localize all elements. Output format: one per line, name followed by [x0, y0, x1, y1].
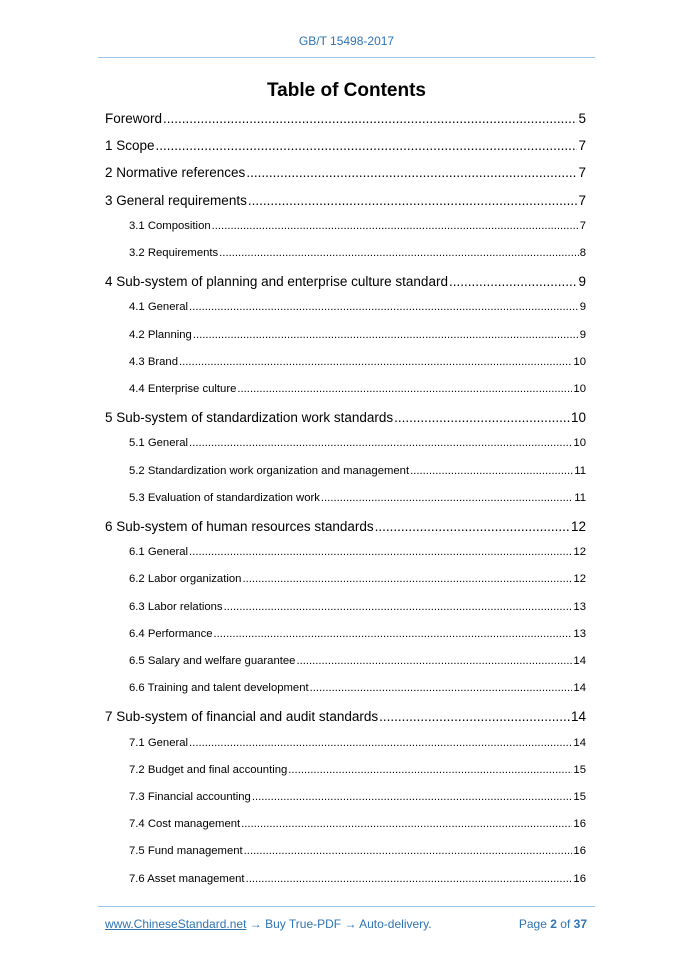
- toc-entry-page: 9: [579, 328, 586, 341]
- toc-entry-label: 5.1 General: [129, 437, 189, 450]
- toc-entry[interactable]: [105, 274, 586, 289]
- toc-entry-label: 6.2 Labor organization: [129, 573, 242, 586]
- toc-entry[interactable]: [129, 220, 586, 232]
- toc-dot-leader: [449, 274, 578, 289]
- toc-entry[interactable]: [129, 764, 586, 776]
- toc-entry-label: 4.1 General: [129, 301, 189, 314]
- toc-entry[interactable]: [129, 356, 586, 368]
- toc-entry[interactable]: [129, 247, 586, 259]
- toc-dot-leader: [244, 845, 573, 857]
- toc-entry-label: Foreword: [105, 111, 163, 126]
- toc-entry-label: 6.4 Performance: [129, 627, 213, 640]
- toc-entry-page: 12: [570, 519, 586, 534]
- toc-dot-leader: [242, 573, 572, 585]
- page-of: of: [560, 917, 571, 931]
- toc-entry-label: 6.6 Training and talent development: [129, 682, 309, 695]
- toc-entry-label: 4.2 Planning: [129, 328, 192, 341]
- toc-dot-leader: [224, 601, 573, 613]
- toc-entry-page: 15: [573, 791, 586, 803]
- toc-entry-label: 2 Normative references: [105, 165, 246, 181]
- footer-promo-text: → Buy True-PDF → Auto-delivery.: [249, 917, 432, 931]
- toc-entry[interactable]: [129, 383, 586, 395]
- toc-entry[interactable]: [129, 492, 586, 504]
- toc-entry-page: 15: [573, 763, 586, 776]
- toc-dot-leader: [156, 138, 578, 153]
- toc-dot-leader: [321, 492, 573, 504]
- toc-entry-page: 11: [574, 464, 586, 477]
- toc-entry-label: 4 Sub-system of planning and enterprise culture standard: [105, 274, 448, 290]
- toc-entry-page: 10: [573, 437, 586, 450]
- toc-entry[interactable]: [129, 573, 586, 585]
- toc-entry-label: 7.1 General: [129, 736, 189, 749]
- toc-dot-leader: [241, 818, 572, 830]
- toc-entry-label: 7.4 Cost management: [129, 818, 241, 831]
- toc-dot-leader: [189, 301, 579, 313]
- toc-entry[interactable]: [105, 193, 586, 208]
- toc-entry-label: 4.4 Enterprise culture: [129, 383, 237, 395]
- toc-entry-page: 7: [578, 138, 586, 154]
- toc-dot-leader: [410, 465, 573, 477]
- toc-dot-leader: [394, 410, 570, 425]
- toc-entry-label: 5.3 Evaluation of standardization work: [129, 491, 320, 504]
- toc-dot-leader: [252, 791, 573, 803]
- toc-entry-page: 16: [573, 845, 586, 858]
- toc-entry-page: 7: [579, 219, 586, 232]
- toc-entry-page: 14: [570, 709, 586, 725]
- toc-dot-leader: [246, 873, 573, 885]
- toc-entry-label: 6.3 Labor relations: [129, 600, 223, 613]
- toc-entry[interactable]: [129, 737, 586, 749]
- toc-entry-label: 6 Sub-system of human resources standards: [105, 519, 374, 534]
- toc-entry-label: 4.3 Brand: [129, 355, 178, 368]
- toc-entry-label: 5.2 Standardization work organization and management: [129, 464, 410, 477]
- toc-dot-leader: [219, 247, 579, 259]
- toc-entry-page: 16: [573, 818, 586, 831]
- toc-entry[interactable]: [129, 329, 586, 341]
- toc-entry-page: 14: [573, 736, 586, 749]
- toc-entry-label: 7.5 Fund management: [129, 845, 243, 858]
- toc-entry-page: 7: [578, 192, 586, 208]
- toc-entry-page: 10: [570, 410, 586, 426]
- toc-entry[interactable]: [129, 628, 586, 640]
- header-divider: [98, 57, 595, 58]
- footer-promo: [105, 917, 432, 931]
- toc-entry-page: 14: [573, 682, 586, 695]
- toc-entry-label: 7 Sub-system of financial and audit standards: [105, 709, 379, 725]
- toc-dot-leader: [193, 329, 579, 341]
- footer-divider: [98, 906, 595, 907]
- toc-entry[interactable]: [129, 845, 586, 857]
- toc-dot-leader: [288, 764, 572, 776]
- toc-entry-page: 14: [573, 655, 586, 667]
- toc-entry[interactable]: [129, 655, 586, 667]
- toc-entry-label: 7.2 Budget and final accounting: [129, 763, 288, 776]
- page-number: [519, 917, 587, 931]
- toc-entry[interactable]: [105, 165, 586, 180]
- toc-entry-page: 9: [579, 301, 586, 314]
- toc-entry[interactable]: [129, 465, 586, 477]
- toc-entry-page: 13: [573, 600, 586, 613]
- toc-dot-leader: [189, 737, 572, 749]
- toc-dot-leader: [189, 546, 572, 558]
- toc-entry-page: 10: [573, 383, 586, 395]
- toc-entry-label: 3 General requirements: [105, 192, 247, 208]
- toc-title: Table of Contents: [266, 80, 427, 101]
- toc-entry-page: 12: [573, 573, 586, 586]
- toc-entry-page: 9: [578, 274, 586, 290]
- toc-entry-label: 7.6 Asset management: [129, 872, 245, 885]
- toc-entry-page: 11: [574, 491, 586, 504]
- page-current: 2: [550, 917, 557, 931]
- toc-dot-leader: [212, 220, 579, 232]
- page-word: Page: [518, 917, 547, 931]
- toc-entry[interactable]: [105, 410, 586, 425]
- toc-dot-leader: [379, 709, 570, 724]
- footer-website-link[interactable]: www.ChineseStandard.net: [105, 917, 247, 931]
- toc-dot-leader: [163, 111, 577, 126]
- toc-entry[interactable]: [129, 546, 586, 558]
- document-code-header: GB/T 15498-2017: [298, 34, 395, 48]
- toc-dot-leader: [296, 655, 572, 667]
- toc-entry[interactable]: [105, 709, 586, 724]
- toc-dot-leader: [237, 383, 572, 395]
- toc-entry[interactable]: [129, 301, 586, 313]
- toc-entry-page: 12: [573, 546, 586, 559]
- page-total: 37: [573, 917, 587, 931]
- toc-entry[interactable]: [129, 601, 586, 613]
- toc-dot-leader: [248, 193, 578, 208]
- toc-entry-page: 16: [573, 872, 586, 885]
- toc-entry-label: 3.1 Composition: [129, 219, 211, 232]
- toc-dot-leader: [310, 682, 573, 694]
- toc-entry[interactable]: [129, 873, 586, 885]
- toc-entry-page: 8: [579, 247, 586, 259]
- toc-entry-label: 7.3 Financial accounting: [129, 791, 251, 803]
- toc-entry[interactable]: [105, 519, 586, 534]
- toc-entry[interactable]: [129, 437, 586, 449]
- toc-dot-leader: [375, 519, 570, 534]
- toc-entry[interactable]: [129, 818, 586, 830]
- toc-entry-label: 5 Sub-system of standardization work standards: [105, 410, 394, 426]
- toc-entry-page: 5: [578, 111, 586, 126]
- toc-dot-leader: [189, 437, 572, 449]
- toc-entry-label: 6.1 General: [129, 546, 189, 559]
- toc-entry-label: 1 Scope: [105, 138, 155, 154]
- toc-entry-page: 7: [578, 165, 586, 181]
- toc-entry-page: 13: [573, 627, 586, 640]
- toc-entry-page: 10: [573, 355, 586, 368]
- toc-dot-leader: [246, 165, 577, 180]
- toc-entry[interactable]: [129, 682, 586, 694]
- toc-entry-label: 6.5 Salary and welfare guarantee: [129, 655, 296, 667]
- toc-dot-leader: [179, 356, 572, 368]
- toc-entry[interactable]: [105, 138, 586, 153]
- toc-entry[interactable]: [105, 111, 586, 126]
- toc-dot-leader: [214, 628, 573, 640]
- page-footer: [105, 917, 587, 931]
- toc-entry-label: 3.2 Requirements: [129, 247, 219, 259]
- toc-entry[interactable]: [129, 791, 586, 803]
